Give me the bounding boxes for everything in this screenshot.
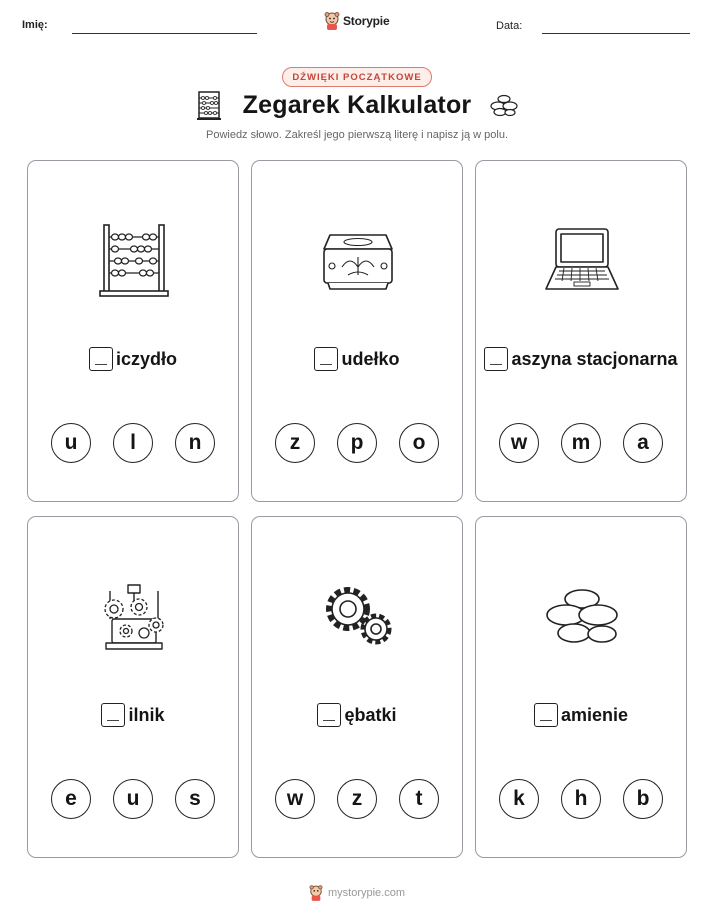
letter-option[interactable]: u xyxy=(51,423,91,463)
word-stem: iczydło xyxy=(115,348,177,369)
word-row xyxy=(476,703,686,727)
word-row xyxy=(28,347,238,371)
letter-option[interactable]: t xyxy=(399,779,439,819)
letter-option[interactable]: m xyxy=(561,423,601,463)
letter-option[interactable]: b xyxy=(623,779,663,819)
letter-options xyxy=(476,423,686,463)
box-icon xyxy=(308,219,408,299)
answer-box[interactable] xyxy=(314,347,338,371)
letter-options xyxy=(28,779,238,819)
letter-option[interactable]: u xyxy=(113,779,153,819)
machine-icon xyxy=(84,575,184,655)
letter-option[interactable]: o xyxy=(399,423,439,463)
storypie-mascot-icon xyxy=(309,885,323,901)
letter-options xyxy=(28,423,238,463)
exercise-card xyxy=(475,160,687,502)
word-row xyxy=(476,347,686,371)
letter-option[interactable]: w xyxy=(275,779,315,819)
stones-title-icon xyxy=(489,93,519,117)
word-stem: aszyna stacjonarna xyxy=(511,348,678,369)
letter-options xyxy=(476,779,686,819)
answer-box[interactable] xyxy=(484,347,508,371)
letter-option[interactable]: e xyxy=(51,779,91,819)
letter-option[interactable]: a xyxy=(623,423,663,463)
letter-option[interactable]: s xyxy=(175,779,215,819)
word-row xyxy=(28,703,238,727)
name-label: Imię: xyxy=(22,19,48,31)
exercise-card xyxy=(27,516,239,858)
exercise-card xyxy=(251,516,463,858)
abacus-icon xyxy=(84,219,184,299)
answer-box[interactable] xyxy=(101,703,125,727)
letter-option[interactable]: p xyxy=(337,423,377,463)
word-stem: amienie xyxy=(560,704,629,725)
word-stem: ębatki xyxy=(344,704,397,725)
footer-site[interactable]: mystorypie.com xyxy=(327,887,406,899)
gears-icon xyxy=(308,575,408,655)
exercise-card xyxy=(475,516,687,858)
letter-option[interactable]: w xyxy=(499,423,539,463)
answer-box[interactable] xyxy=(89,347,113,371)
letter-option[interactable]: z xyxy=(275,423,315,463)
exercise-card xyxy=(251,160,463,502)
word-row xyxy=(252,703,462,727)
word-stem: udełko xyxy=(341,348,400,369)
letter-option[interactable]: n xyxy=(175,423,215,463)
date-field[interactable] xyxy=(542,33,690,34)
storypie-mascot-icon xyxy=(324,12,340,30)
worksheet-title: Zegarek Kalkulator xyxy=(242,91,472,119)
letter-options xyxy=(252,779,462,819)
exercise-card xyxy=(27,160,239,502)
footer xyxy=(0,885,714,901)
answer-box[interactable] xyxy=(534,703,558,727)
letter-option[interactable]: z xyxy=(337,779,377,819)
category-badge: DŹWIĘKI POCZĄTKOWE xyxy=(282,67,432,87)
brand-logo xyxy=(324,12,389,30)
letter-option[interactable]: k xyxy=(499,779,539,819)
instructions: Powiedz słowo. Zakreśl jego pierwszą literę i napisz ją w polu. xyxy=(205,129,509,141)
date-label: Data: xyxy=(496,20,523,32)
letter-option[interactable]: l xyxy=(113,423,153,463)
letter-option[interactable]: h xyxy=(561,779,601,819)
laptop-icon xyxy=(532,219,632,299)
stones-icon xyxy=(532,575,632,655)
name-field[interactable] xyxy=(72,33,257,34)
letter-options xyxy=(252,423,462,463)
word-stem: ilnik xyxy=(128,704,165,725)
word-row xyxy=(252,347,462,371)
brand-name: Storypie xyxy=(343,14,390,28)
answer-box[interactable] xyxy=(317,703,341,727)
